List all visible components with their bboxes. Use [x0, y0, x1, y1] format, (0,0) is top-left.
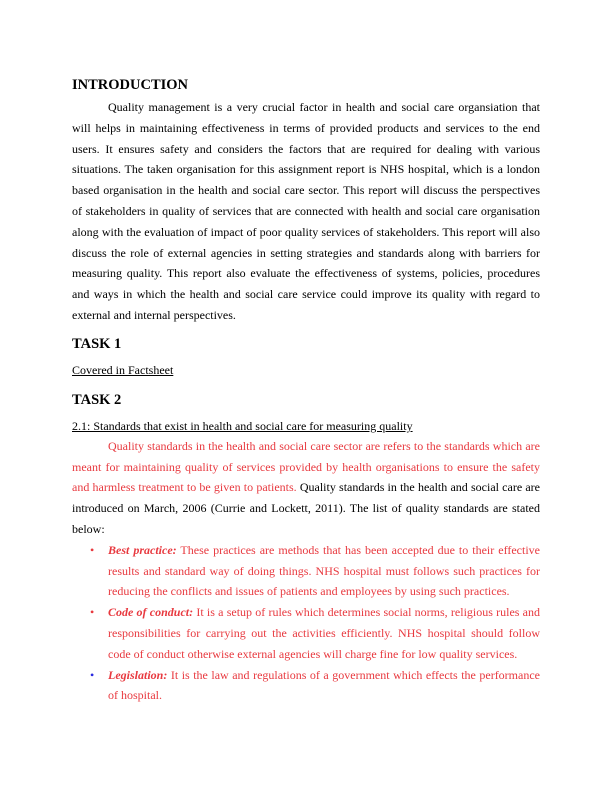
task2-paragraph-red: Quality standards in the health and social care sector are refers to the standards which are meant for maintaining quality of services provided by health organisations to ensure the safety and harmless treatment to be given to patients.	[72, 438, 540, 495]
list-item	[72, 540, 540, 602]
list-item-text: It is the law and regulations of a government which effects the performance of hospital.	[108, 667, 540, 703]
bullet-icon: •	[90, 605, 95, 620]
bullet-icon: •	[90, 667, 95, 682]
list-item-term: Legislation:	[108, 667, 168, 682]
list-item	[72, 602, 540, 664]
task2-heading: TASK 2	[72, 391, 122, 408]
list-item-term: Best practice:	[108, 542, 177, 557]
list-item-text: It is a setup of rules which determines social norms, religious rules and responsibilities for carrying out the activities efficiently. NHS hospital should follow code of conduct otherwise external agencies will charge fine for low quality services.	[108, 605, 541, 661]
quality-standards-list	[72, 540, 540, 706]
task2-subheading: 2.1: Standards that exist in health and social care for measuring quality	[72, 418, 413, 433]
list-item-term: Code of conduct:	[108, 605, 194, 620]
list-item	[72, 665, 540, 707]
task1-heading: TASK 1	[72, 335, 122, 352]
bullet-icon: •	[90, 542, 95, 557]
list-item-text: These practices are methods that has been accepted due to their effective results and standard way of doing things. NHS hospital must follows such practices for reducing the conflicts and issues of patients and employees by using such practices.	[108, 542, 540, 599]
task2-paragraph	[72, 436, 540, 540]
task2-paragraph-black: Quality standards in the health and social care are introduced on March, 2006 (Currie and Lockett, 2011). The list of quality standards are stated below:	[72, 480, 540, 536]
introduction-heading: INTRODUCTION	[72, 77, 189, 93]
introduction-paragraph: Quality management is a very crucial factor in health and social care organsiation that will helps in maintaining effectiveness in terms of provided products and services to the end users. It ensures safety and considers the factors that are required for dealing with various situations. The taken organisation for this assignment report is NHS hospital, which is a london based organisation in the health and social care sector. This report will discuss the perspectives of stakeholders in quality of services that are connected with health and social care organisation along with the evaluation of impact of poor quality services of stakeholders. This report will also discuss the role of external agencies in setting strategies and standards along with barriers for measuring quality. This report also evaluate the effectiveness of systems, policies, procedures and ways in which the health and social care service could improve its quality with regard to external and internal perspectives.	[72, 100, 540, 322]
document-page	[72, 76, 540, 706]
task1-note: Covered in Factsheet	[72, 362, 174, 377]
